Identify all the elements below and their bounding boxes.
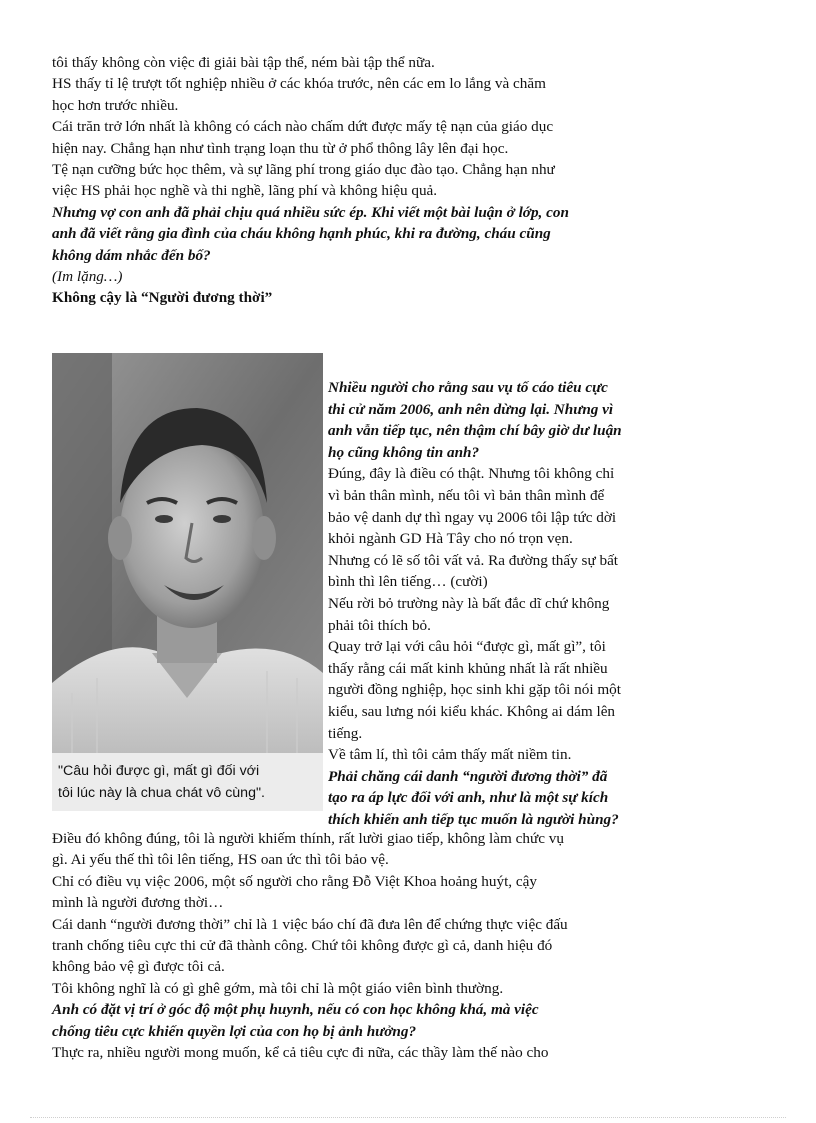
interview-question: họ cũng không tin anh? <box>328 443 480 461</box>
article-bottom <box>52 828 732 1063</box>
body-line: Tôi không nghĩ là có gì ghê gớm, mà tôi chỉ là một giáo viên bình thường. <box>52 979 504 997</box>
interview-question: thích khiến anh tiếp tục muốn là người hùng? <box>328 810 619 828</box>
interview-question: Phải chăng cái danh “người đương thời” đã <box>328 767 608 785</box>
body-line: Nhưng có lẽ số tôi vất vả. Ra đường thấy sự bất <box>328 551 619 569</box>
interview-question: anh vẫn tiếp tục, nên thậm chí bây giờ dư luận <box>328 422 622 440</box>
caption-line: tôi lúc này là chua chát vô cùng". <box>58 785 265 801</box>
photo-caption <box>58 760 320 804</box>
body-line: Về tâm lí, thì tôi cảm thấy mất niềm tin. <box>328 746 572 764</box>
body-line: Cái danh “người đương thời” chỉ là 1 việc báo chí đã đưa lên để chứng thực việc đấu <box>52 915 568 933</box>
body-line: Quay trở lại với câu hỏi “được gì, mất gì”, tôi <box>328 638 606 656</box>
interview-question: chống tiêu cực khiến quyền lợi của con họ bị ảnh hưởng? <box>52 1022 417 1040</box>
body-line: vì bản thân mình, nếu tôi vì bản thân mình để <box>328 486 605 504</box>
body-line: phải tôi thích bỏ. <box>328 616 431 634</box>
body-line: Thực ra, nhiều người mong muốn, kể cả tiêu cực đi nữa, các thầy làm thế nào cho <box>52 1044 549 1062</box>
body-line: Chỉ có điều vụ việc 2006, một số người cho rằng Đỗ Việt Khoa hoảng huýt, cậy <box>52 872 537 890</box>
caption-line: "Câu hỏi được gì, mất gì đối với <box>58 763 260 779</box>
body-line: hiện nay. Chẳng hạn như tình trạng loạn thu từ ở phổ thông lây lên đại học. <box>52 139 509 157</box>
article-top <box>52 52 712 309</box>
interview-question: tạo ra áp lực đối với anh, như là một sự kích <box>328 789 609 807</box>
body-line: người đồng nghiệp, học sinh khi gặp tôi nói một <box>328 681 621 699</box>
body-line: HS thấy tỉ lệ trượt tốt nghiệp nhiều ở các khóa trước, nên các em lo lắng và chăm <box>52 75 546 93</box>
body-line: Nếu rời bỏ trường này là bất đắc dĩ chứ không <box>328 594 610 612</box>
body-line: bảo vệ danh dự thì ngay vụ 2006 tôi lập tức dời <box>328 508 617 526</box>
body-line: Đúng, đây là điều có thật. Nhưng tôi không chỉ <box>328 465 615 483</box>
silence-note: (Im lặng…) <box>52 268 123 286</box>
page-divider <box>30 1117 786 1118</box>
portrait-figure <box>52 353 323 811</box>
section-heading: Không cậy là “Người đương thời” <box>52 289 273 307</box>
body-line: Điều đó không đúng, tôi là người khiếm thính, rất lười giao tiếp, không làm chức vụ <box>52 830 564 847</box>
interview-question: Nhiều người cho rằng sau vụ tố cáo tiêu cực <box>328 379 608 396</box>
body-line: thấy rằng cái mất kinh khủng nhất là rất nhiều <box>328 659 608 677</box>
interview-question: thi cử năm 2006, anh nên dừng lại. Nhưng vì <box>328 400 614 418</box>
body-line: việc HS phải học nghề và thi nghề, lãng phí và không hiệu quả. <box>52 182 438 200</box>
interview-question: Anh có đặt vị trí ở góc độ một phụ huynh, nếu có con học không khá, mà việc <box>52 1001 539 1019</box>
body-line: gì. Ai yếu thế thì tôi lên tiếng, HS oan ức thì tôi bảo vệ. <box>52 851 389 869</box>
body-line: không bảo vệ gì được tôi cả. <box>52 958 225 976</box>
body-line: tôi thấy không còn việc đi giải bài tập thể, ném bài tập thể nữa. <box>52 54 435 71</box>
interview-question: anh đã viết rằng gia đình của cháu không hạnh phúc, khi ra đường, cháu cũng <box>52 225 551 243</box>
portrait-photo <box>52 353 323 753</box>
body-line: tiếng. <box>328 724 363 742</box>
body-line: kiểu, sau lưng nói kiểu khác. Không ai dám lên <box>328 702 616 720</box>
body-line: tranh chống tiêu cực thi cử đã thành công. Chứ tôi không được gì cả, danh hiệu đó <box>52 937 553 955</box>
body-line: bình thì lên tiếng… (cười) <box>328 573 488 591</box>
body-line: Tệ nạn cưỡng bức học thêm, và sự lãng phí trong giáo dục đào tạo. Chẳng hạn như <box>52 161 555 179</box>
body-line: mình là người đương thời… <box>52 894 224 912</box>
interview-question: Nhưng vợ con anh đã phải chịu quá nhiều sức ép. Khi viết một bài luận ở lớp, con <box>52 203 569 221</box>
right-column <box>328 377 718 830</box>
interview-question: không dám nhắc đến bố? <box>52 246 211 264</box>
body-line: Cái trăn trở lớn nhất là không có cách nào chấm dứt được mấy tệ nạn của giáo dục <box>52 118 554 136</box>
body-line: khỏi ngành GD Hà Tây cho nó trọn vẹn. <box>328 530 573 548</box>
body-line: học hơn trước nhiều. <box>52 96 179 114</box>
